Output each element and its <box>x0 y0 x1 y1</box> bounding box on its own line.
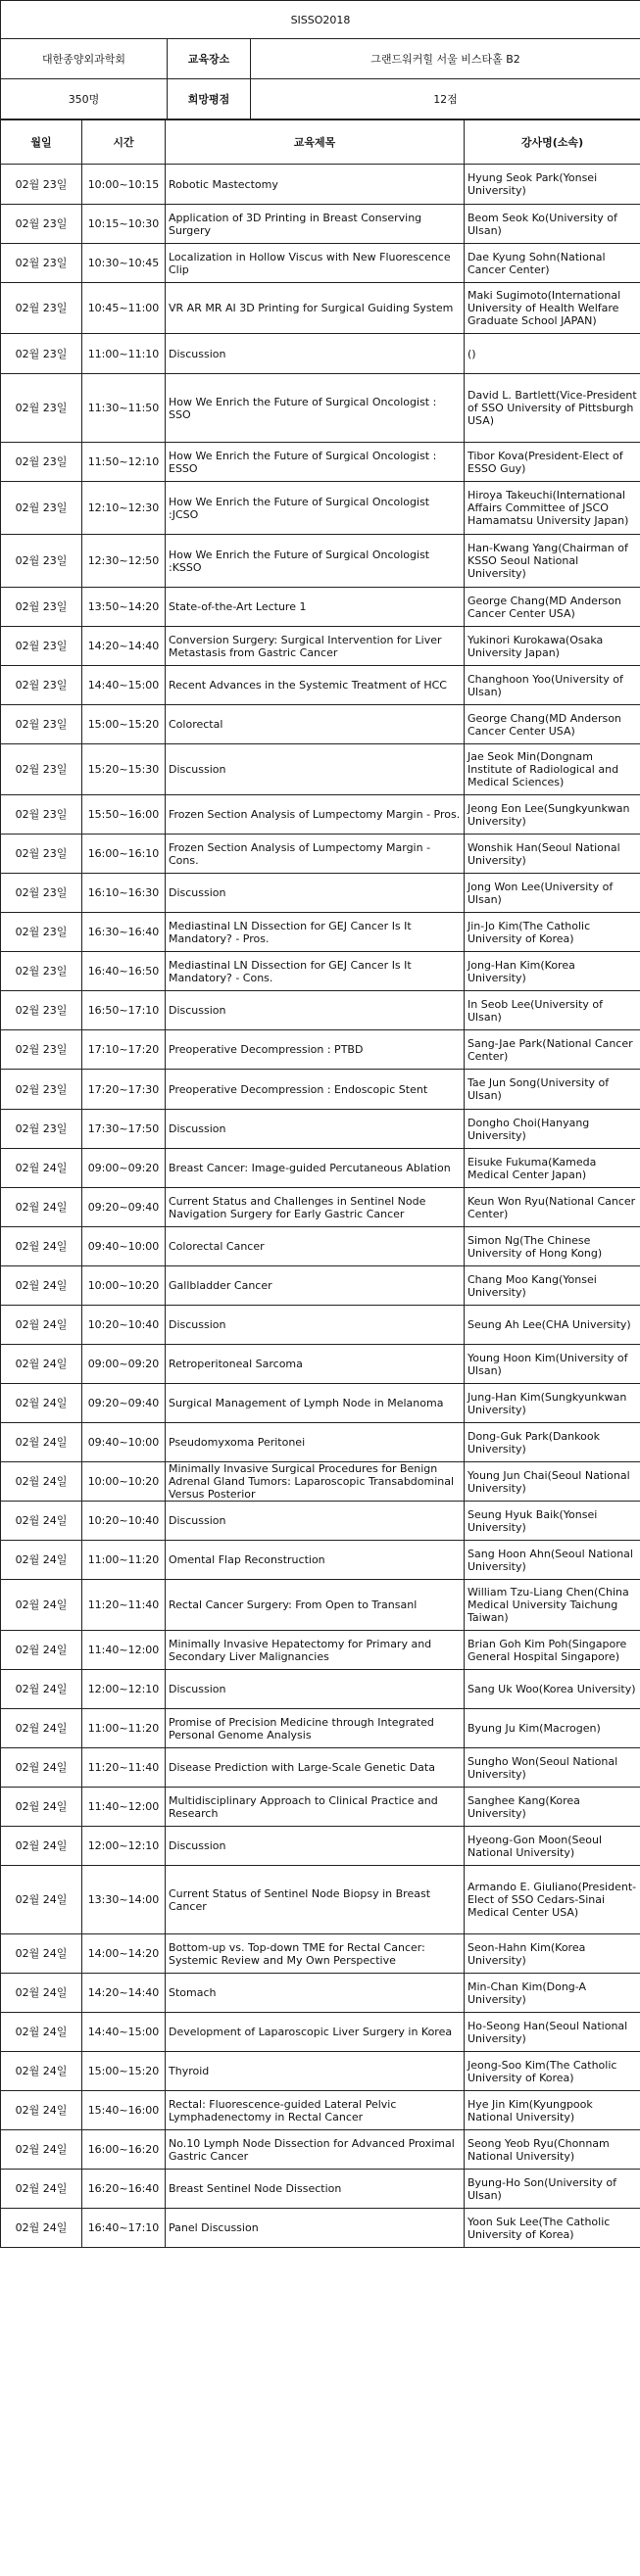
header-time: 시간 <box>82 120 166 165</box>
schedule-body <box>1 165 640 2248</box>
row-lecturer: Tibor Kova(President-Elect of ESSO Guy) <box>465 443 640 482</box>
row-date: 02월 24일 <box>1 1631 82 1670</box>
row-lecturer: Jae Seok Min(Dongnam Institute of Radiological and Medical Sciences) <box>465 744 640 795</box>
row-lecturer: Seung Hyuk Baik(Yonsei University) <box>465 1502 640 1541</box>
row-lecturer: Seung Ah Lee(CHA University) <box>465 1306 640 1345</box>
venue: 그랜드워커힐 서울 비스타홀 B2 <box>251 39 640 79</box>
row-date: 02월 23일 <box>1 1070 82 1110</box>
row-subject: Frozen Section Analysis of Lumpectomy Margin - Cons. <box>166 835 465 874</box>
row-date: 02월 23일 <box>1 1110 82 1149</box>
row-date: 02월 24일 <box>1 1266 82 1306</box>
table-row <box>1 1423 640 1462</box>
table-row <box>1 1788 640 1827</box>
row-subject: Discussion <box>166 334 465 374</box>
table-row <box>1 334 640 374</box>
row-time: 16:30~16:40 <box>82 913 166 952</box>
row-date: 02월 23일 <box>1 205 82 244</box>
row-time: 10:30~10:45 <box>82 244 166 283</box>
table-row <box>1 165 640 205</box>
table-row <box>1 1070 640 1110</box>
row-subject: Discussion <box>166 1827 465 1866</box>
row-date: 02월 24일 <box>1 2013 82 2052</box>
row-time: 15:20~15:30 <box>82 744 166 795</box>
row-date: 02월 24일 <box>1 1423 82 1462</box>
row-subject: Discussion <box>166 1110 465 1149</box>
row-date: 02월 23일 <box>1 588 82 627</box>
row-subject: Mediastinal LN Dissection for GEJ Cancer Is It Mandatory? - Cons. <box>166 952 465 991</box>
row-date: 02월 24일 <box>1 1748 82 1788</box>
row-time: 15:40~16:00 <box>82 2091 166 2130</box>
row-subject: Breast Cancer: Image-guided Percutaneous Ablation <box>166 1149 465 1188</box>
row-time: 11:00~11:20 <box>82 1541 166 1580</box>
table-row <box>1 913 640 952</box>
row-time: 13:30~14:00 <box>82 1866 166 1934</box>
row-lecturer: Byung-Ho Son(University of Ulsan) <box>465 2170 640 2209</box>
row-date: 02월 23일 <box>1 627 82 666</box>
row-lecturer: () <box>465 334 640 374</box>
row-subject: Omental Flap Reconstruction <box>166 1541 465 1580</box>
row-time: 09:20~09:40 <box>82 1188 166 1227</box>
table-row <box>1 666 640 705</box>
table-row <box>1 1748 640 1788</box>
row-time: 15:50~16:00 <box>82 795 166 835</box>
row-date: 02월 23일 <box>1 835 82 874</box>
row-lecturer: Keun Won Ryu(National Cancer Center) <box>465 1188 640 1227</box>
row-lecturer: Jung-Han Kim(Sungkyunkwan University) <box>465 1384 640 1423</box>
row-lecturer: Byung Ju Kim(Macrogen) <box>465 1709 640 1748</box>
row-subject: Colorectal Cancer <box>166 1227 465 1266</box>
row-date: 02월 24일 <box>1 1866 82 1934</box>
row-time: 12:10~12:30 <box>82 482 166 535</box>
row-time: 11:50~12:10 <box>82 443 166 482</box>
row-time: 16:10~16:30 <box>82 874 166 913</box>
table-row <box>1 244 640 283</box>
venue-label: 교육장소 <box>168 39 251 79</box>
row-date: 02월 23일 <box>1 283 82 334</box>
row-date: 02월 24일 <box>1 1827 82 1866</box>
table-row <box>1 1827 640 1866</box>
row-lecturer: In Seob Lee(University of Ulsan) <box>465 991 640 1030</box>
table-row <box>1 283 640 334</box>
row-subject: Current Status and Challenges in Sentinel Node Navigation Surgery for Early Gastric Cancer <box>166 1188 465 1227</box>
row-subject: Discussion <box>166 744 465 795</box>
row-date: 02월 23일 <box>1 991 82 1030</box>
schedule-header-row <box>1 120 640 165</box>
row-time: 17:10~17:20 <box>82 1030 166 1070</box>
table-row <box>1 1541 640 1580</box>
schedule-table <box>0 119 640 2248</box>
event-title: SISSO2018 <box>1 1 640 39</box>
row-subject: Retroperitoneal Sarcoma <box>166 1345 465 1384</box>
row-lecturer: Min-Chan Kim(Dong-A University) <box>465 1974 640 2013</box>
row-lecturer: Seon-Hahn Kim(Korea University) <box>465 1934 640 1974</box>
row-date: 02월 23일 <box>1 244 82 283</box>
row-lecturer: Eisuke Fukuma(Kameda Medical Center Japan) <box>465 1149 640 1188</box>
row-date: 02월 23일 <box>1 913 82 952</box>
row-time: 10:00~10:20 <box>82 1266 166 1306</box>
row-time: 16:50~17:10 <box>82 991 166 1030</box>
row-lecturer: Sang-Jae Park(National Cancer Center) <box>465 1030 640 1070</box>
row-lecturer: Sanghee Kang(Korea University) <box>465 1788 640 1827</box>
row-subject: Surgical Management of Lymph Node in Melanoma <box>166 1384 465 1423</box>
row-lecturer: Jeong-Soo Kim(The Catholic University of Korea) <box>465 2052 640 2091</box>
row-lecturer: Seong Yeob Ryu(Chonnam National University) <box>465 2130 640 2170</box>
row-time: 11:40~12:00 <box>82 1788 166 1827</box>
table-row <box>1 874 640 913</box>
row-date: 02월 23일 <box>1 482 82 535</box>
row-time: 10:20~10:40 <box>82 1306 166 1345</box>
row-lecturer: Tae Jun Song(University of Ulsan) <box>465 1070 640 1110</box>
table-row <box>1 1384 640 1423</box>
row-date: 02월 24일 <box>1 1306 82 1345</box>
row-subject: Discussion <box>166 1502 465 1541</box>
table-row <box>1 205 640 244</box>
row-lecturer: Young Jun Chai(Seoul National University) <box>465 1462 640 1502</box>
table-row <box>1 2091 640 2130</box>
row-lecturer: Sungho Won(Seoul National University) <box>465 1748 640 1788</box>
row-subject: Localization in Hollow Viscus with New Fluorescence Clip <box>166 244 465 283</box>
table-row <box>1 991 640 1030</box>
table-row <box>1 1266 640 1306</box>
row-time: 14:20~14:40 <box>82 627 166 666</box>
table-row <box>1 1709 640 1748</box>
row-lecturer: Dongho Choi(Hanyang University) <box>465 1110 640 1149</box>
row-date: 02월 24일 <box>1 1670 82 1709</box>
row-time: 13:50~14:20 <box>82 588 166 627</box>
row-subject: How We Enrich the Future of Surgical Oncologist :JCSO <box>166 482 465 535</box>
row-subject: Rectal Cancer Surgery: From Open to Transanl <box>166 1580 465 1631</box>
row-subject: Conversion Surgery: Surgical Intervention for Liver Metastasis from Gastric Cancer <box>166 627 465 666</box>
row-lecturer: Changhoon Yoo(University of Ulsan) <box>465 666 640 705</box>
row-time: 15:00~15:20 <box>82 2052 166 2091</box>
row-date: 02월 23일 <box>1 874 82 913</box>
row-time: 09:00~09:20 <box>82 1149 166 1188</box>
row-date: 02월 23일 <box>1 374 82 443</box>
row-subject: Stomach <box>166 1974 465 2013</box>
row-lecturer: Jin-Jo Kim(The Catholic University of Korea) <box>465 913 640 952</box>
row-lecturer: Dong-Guk Park(Dankook University) <box>465 1423 640 1462</box>
row-lecturer: Jong-Han Kim(Korea University) <box>465 952 640 991</box>
table-row <box>1 744 640 795</box>
table-row <box>1 1866 640 1934</box>
row-subject: Discussion <box>166 1670 465 1709</box>
row-time: 10:45~11:00 <box>82 283 166 334</box>
table-row <box>1 1345 640 1384</box>
points: 12점 <box>251 79 640 119</box>
table-row <box>1 443 640 482</box>
table-row <box>1 1670 640 1709</box>
row-time: 10:20~10:40 <box>82 1502 166 1541</box>
row-date: 02월 24일 <box>1 1384 82 1423</box>
row-date: 02월 24일 <box>1 1709 82 1748</box>
row-time: 09:20~09:40 <box>82 1384 166 1423</box>
table-row <box>1 1030 640 1070</box>
row-lecturer: Sang Uk Woo(Korea University) <box>465 1670 640 1709</box>
row-time: 12:30~12:50 <box>82 535 166 588</box>
row-subject: Discussion <box>166 1306 465 1345</box>
row-time: 10:00~10:15 <box>82 165 166 205</box>
table-row <box>1 2170 640 2209</box>
row-time: 15:00~15:20 <box>82 705 166 744</box>
row-date: 02월 23일 <box>1 744 82 795</box>
row-lecturer: George Chang(MD Anderson Cancer Center USA) <box>465 588 640 627</box>
table-row <box>1 1974 640 2013</box>
row-date: 02월 24일 <box>1 1462 82 1502</box>
row-date: 02월 24일 <box>1 1541 82 1580</box>
row-lecturer: Hiroya Takeuchi(International Affairs Committee of JSCO Hamamatsu University Japan) <box>465 482 640 535</box>
row-time: 16:40~16:50 <box>82 952 166 991</box>
row-date: 02월 24일 <box>1 2091 82 2130</box>
row-subject: Preoperative Decompression : Endoscopic Stent <box>166 1070 465 1110</box>
row-date: 02월 23일 <box>1 334 82 374</box>
capacity: 350명 <box>1 79 168 119</box>
row-subject: Robotic Mastectomy <box>166 165 465 205</box>
header-date: 월일 <box>1 120 82 165</box>
row-lecturer: Hye Jin Kim(Kyungpook National University) <box>465 2091 640 2130</box>
row-lecturer: Sang Hoon Ahn(Seoul National University) <box>465 1541 640 1580</box>
table-row <box>1 627 640 666</box>
row-subject: No.10 Lymph Node Dissection for Advanced Proximal Gastric Cancer <box>166 2130 465 2170</box>
row-date: 02월 24일 <box>1 1974 82 2013</box>
row-subject: Multidisciplinary Approach to Clinical Practice and Research <box>166 1788 465 1827</box>
row-subject: Discussion <box>166 874 465 913</box>
row-date: 02월 24일 <box>1 2130 82 2170</box>
row-date: 02월 23일 <box>1 952 82 991</box>
table-row <box>1 1227 640 1266</box>
table-row <box>1 588 640 627</box>
row-subject: Panel Discussion <box>166 2209 465 2248</box>
row-time: 14:40~15:00 <box>82 2013 166 2052</box>
row-lecturer: George Chang(MD Anderson Cancer Center USA) <box>465 705 640 744</box>
row-time: 16:00~16:20 <box>82 2130 166 2170</box>
row-lecturer: Chang Moo Kang(Yonsei University) <box>465 1266 640 1306</box>
row-lecturer: Wonshik Han(Seoul National University) <box>465 835 640 874</box>
header-subject: 교육제목 <box>166 120 465 165</box>
row-time: 10:15~10:30 <box>82 205 166 244</box>
row-date: 02월 23일 <box>1 666 82 705</box>
row-subject: Mediastinal LN Dissection for GEJ Cancer Is It Mandatory? - Pros. <box>166 913 465 952</box>
table-row <box>1 2013 640 2052</box>
row-time: 14:00~14:20 <box>82 1934 166 1974</box>
table-row <box>1 1462 640 1502</box>
row-lecturer: Young Hoon Kim(University of Ulsan) <box>465 1345 640 1384</box>
row-date: 02월 23일 <box>1 535 82 588</box>
row-subject: Disease Prediction with Large-Scale Genetic Data <box>166 1748 465 1788</box>
row-subject: How We Enrich the Future of Surgical Oncologist : ESSO <box>166 443 465 482</box>
row-subject: Pseudomyxoma Peritonei <box>166 1423 465 1462</box>
row-lecturer: Jeong Eon Lee(Sungkyunkwan University) <box>465 795 640 835</box>
row-time: 09:00~09:20 <box>82 1345 166 1384</box>
row-time: 17:20~17:30 <box>82 1070 166 1110</box>
row-subject: Frozen Section Analysis of Lumpectomy Margin - Pros. <box>166 795 465 835</box>
row-subject: Rectal: Fluorescence-guided Lateral Pelvic Lymphadenectomy in Rectal Cancer <box>166 2091 465 2130</box>
row-subject: Breast Sentinel Node Dissection <box>166 2170 465 2209</box>
table-row <box>1 835 640 874</box>
row-time: 16:40~17:10 <box>82 2209 166 2248</box>
row-subject: Bottom-up vs. Top-down TME for Rectal Cancer: Systemic Review and My Own Perspective <box>166 1934 465 1974</box>
row-time: 17:30~17:50 <box>82 1110 166 1149</box>
row-lecturer: William Tzu-Liang Chen(China Medical University Taichung Taiwan) <box>465 1580 640 1631</box>
row-time: 14:40~15:00 <box>82 666 166 705</box>
row-date: 02월 23일 <box>1 705 82 744</box>
event-organizer-row <box>1 39 640 79</box>
row-time: 09:40~10:00 <box>82 1423 166 1462</box>
table-row <box>1 374 640 443</box>
row-time: 11:00~11:10 <box>82 334 166 374</box>
row-lecturer: Hyung Seok Park(Yonsei University) <box>465 165 640 205</box>
row-time: 11:00~11:20 <box>82 1709 166 1748</box>
row-lecturer: Brian Goh Kim Poh(Singapore General Hospital Singapore) <box>465 1631 640 1670</box>
row-lecturer: Armando E. Giuliano(President-Elect of SSO Cedars-Sinai Medical Center USA) <box>465 1866 640 1934</box>
table-row <box>1 535 640 588</box>
table-row <box>1 1502 640 1541</box>
row-date: 02월 24일 <box>1 1345 82 1384</box>
row-subject: Recent Advances in the Systemic Treatment of HCC <box>166 666 465 705</box>
row-lecturer: Maki Sugimoto(International University of Health Welfare Graduate School JAPAN) <box>465 283 640 334</box>
table-row <box>1 2052 640 2091</box>
event-info-table <box>0 0 640 119</box>
row-subject: Preoperative Decompression : PTBD <box>166 1030 465 1070</box>
row-date: 02월 24일 <box>1 1502 82 1541</box>
table-row <box>1 1580 640 1631</box>
table-row <box>1 1188 640 1227</box>
event-title-row <box>1 1 640 39</box>
row-date: 02월 23일 <box>1 795 82 835</box>
row-date: 02월 24일 <box>1 2209 82 2248</box>
table-row <box>1 482 640 535</box>
row-subject: Thyroid <box>166 2052 465 2091</box>
row-date: 02월 24일 <box>1 1580 82 1631</box>
row-subject: Application of 3D Printing in Breast Conserving Surgery <box>166 205 465 244</box>
row-date: 02월 24일 <box>1 1188 82 1227</box>
row-subject: VR AR MR AI 3D Printing for Surgical Guiding System <box>166 283 465 334</box>
row-time: 12:00~12:10 <box>82 1670 166 1709</box>
row-subject: Discussion <box>166 991 465 1030</box>
row-subject: Promise of Precision Medicine through Integrated Personal Genome Analysis <box>166 1709 465 1748</box>
row-subject: Minimally Invasive Surgical Procedures for Benign Adrenal Gland Tumors: Laparoscopic Transabdominal Versus Posterior <box>166 1462 465 1502</box>
row-lecturer: David L. Bartlett(Vice-President of SSO University of Pittsburgh USA) <box>465 374 640 443</box>
event-capacity-row <box>1 79 640 119</box>
row-time: 11:20~11:40 <box>82 1580 166 1631</box>
row-time: 12:00~12:10 <box>82 1827 166 1866</box>
row-time: 09:40~10:00 <box>82 1227 166 1266</box>
row-subject: How We Enrich the Future of Surgical Oncologist :KSSO <box>166 535 465 588</box>
table-row <box>1 795 640 835</box>
row-lecturer: Beom Seok Ko(University of Ulsan) <box>465 205 640 244</box>
table-row <box>1 952 640 991</box>
row-lecturer: Hyeong-Gon Moon(Seoul National University) <box>465 1827 640 1866</box>
row-date: 02월 24일 <box>1 1788 82 1827</box>
row-time: 14:20~14:40 <box>82 1974 166 2013</box>
row-subject: Colorectal <box>166 705 465 744</box>
row-subject: Gallbladder Cancer <box>166 1266 465 1306</box>
row-subject: Current Status of Sentinel Node Biopsy in Breast Cancer <box>166 1866 465 1934</box>
row-date: 02월 24일 <box>1 2052 82 2091</box>
row-date: 02월 23일 <box>1 165 82 205</box>
row-date: 02월 24일 <box>1 1149 82 1188</box>
row-lecturer: Dae Kyung Sohn(National Cancer Center) <box>465 244 640 283</box>
row-subject: How We Enrich the Future of Surgical Oncologist : SSO <box>166 374 465 443</box>
table-row <box>1 1306 640 1345</box>
row-lecturer: Jong Won Lee(University of Ulsan) <box>465 874 640 913</box>
row-lecturer: Han-Kwang Yang(Chairman of KSSO Seoul National University) <box>465 535 640 588</box>
row-subject: State-of-the-Art Lecture 1 <box>166 588 465 627</box>
row-time: 10:00~10:20 <box>82 1462 166 1502</box>
table-row <box>1 1934 640 1974</box>
table-row <box>1 2209 640 2248</box>
row-lecturer: Yukinori Kurokawa(Osaka University Japan) <box>465 627 640 666</box>
row-lecturer: Ho-Seong Han(Seoul National University) <box>465 2013 640 2052</box>
row-time: 16:20~16:40 <box>82 2170 166 2209</box>
table-row <box>1 1631 640 1670</box>
points-label: 희망평점 <box>168 79 251 119</box>
row-lecturer: Simon Ng(The Chinese University of Hong Kong) <box>465 1227 640 1266</box>
table-row <box>1 2130 640 2170</box>
table-row <box>1 1110 640 1149</box>
row-date: 02월 24일 <box>1 1934 82 1974</box>
row-time: 11:40~12:00 <box>82 1631 166 1670</box>
row-time: 16:00~16:10 <box>82 835 166 874</box>
row-date: 02월 23일 <box>1 1030 82 1070</box>
header-lecturer: 강사명(소속) <box>465 120 640 165</box>
row-lecturer: Yoon Suk Lee(The Catholic University of Korea) <box>465 2209 640 2248</box>
row-time: 11:20~11:40 <box>82 1748 166 1788</box>
table-row <box>1 705 640 744</box>
row-date: 02월 24일 <box>1 1227 82 1266</box>
row-time: 11:30~11:50 <box>82 374 166 443</box>
table-row <box>1 1149 640 1188</box>
organizer: 대한종양외과학회 <box>1 39 168 79</box>
row-date: 02월 24일 <box>1 2170 82 2209</box>
row-date: 02월 23일 <box>1 443 82 482</box>
row-subject: Development of Laparoscopic Liver Surgery in Korea <box>166 2013 465 2052</box>
row-subject: Minimally Invasive Hepatectomy for Primary and Secondary Liver Malignancies <box>166 1631 465 1670</box>
